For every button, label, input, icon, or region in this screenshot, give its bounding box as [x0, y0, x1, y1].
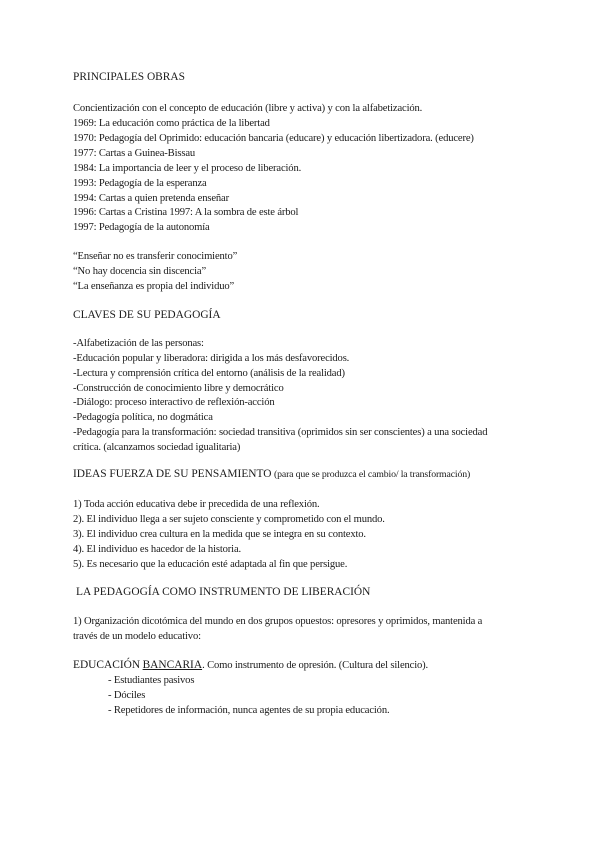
obras-item: 1984: La importancia de leer y el proceso de liberación. — [73, 163, 302, 174]
ideas-item: 2). El individuo llega a ser sujeto consciente y comprometido con el mundo. — [73, 514, 385, 525]
bancaria-row — [73, 659, 428, 672]
obras-item: 1997: Pedagogía de la autonomía — [73, 222, 210, 233]
ideas-heading-note: (para que se produzca el cambio/ la transformación) — [274, 469, 471, 480]
obras-item: 1996: Cartas a Cristina 1997: A la sombra de este árbol — [73, 207, 299, 218]
claves-item: -Lectura y comprensión crítica del entorno (análisis de la realidad) — [73, 368, 345, 379]
bancaria-item: - Estudiantes pasivos — [108, 675, 195, 686]
quote: “La enseñanza es propia del individuo” — [73, 281, 235, 292]
ideas-item: 3). El individuo crea cultura en la medida que se integra en su contexto. — [73, 529, 366, 540]
quote: “Enseñar no es transferir conocimiento” — [73, 251, 238, 262]
liberacion-point-line1: 1) Organización dicotómica del mundo en dos grupos opuestos: opresores y oprimidos, mantenida a — [73, 616, 483, 627]
obras-item: 1970: Pedagogía del Oprimido: educación bancaria (educare) y educación libertizadora. (educere) — [73, 133, 474, 144]
claves-item: -Alfabetización de las personas: — [73, 338, 204, 349]
ideas-heading: IDEAS FUERZA DE SU PENSAMIENTO — [73, 468, 272, 480]
ideas-item: 5). Es necesario que la educación esté adaptada al fin que persigue. — [73, 559, 348, 570]
ideas-item: 4). El individuo es hacedor de la historia. — [73, 544, 242, 555]
ideas-heading-row — [73, 468, 470, 481]
obras-heading: PRINCIPALES OBRAS — [73, 71, 185, 83]
claves-item: -Educación popular y liberadora: dirigida a los más desfavorecidos. — [73, 353, 350, 364]
bancaria-item: - Dóciles — [108, 690, 146, 701]
claves-item: crítica. (alcanzamos sociedad igualitaria) — [73, 442, 241, 453]
quote: “No hay docencia sin discencia” — [73, 266, 207, 277]
obras-intro: Concientización con el concepto de educación (libre y activa) y con la alfabetización. — [73, 103, 423, 114]
bancaria-rest: . Como instrumento de opresión. (Cultura del silencio). — [202, 660, 429, 671]
obras-item: 1993: Pedagogía de la esperanza — [73, 178, 207, 189]
bancaria-item: - Repetidores de información, nunca agentes de su propia educación. — [108, 705, 390, 716]
bancaria-label: EDUCACIÓN — [73, 659, 141, 671]
claves-item: -Pedagogía política, no dogmática — [73, 412, 213, 423]
liberacion-heading: LA PEDAGOGÍA COMO INSTRUMENTO DE LIBERACIÓN — [76, 586, 371, 598]
obras-item: 1969: La educación como práctica de la libertad — [73, 118, 270, 129]
obras-item: 1994: Cartas a quien pretenda enseñar — [73, 193, 229, 204]
claves-item: -Diálogo: proceso interactivo de reflexión-acción — [73, 397, 275, 408]
claves-item: -Pedagogía para la transformación: sociedad transitiva (oprimidos sin ser conscientes) a una sociedad — [73, 427, 488, 438]
ideas-item: 1) Toda acción educativa debe ir precedida de una reflexión. — [73, 499, 320, 510]
bancaria-keyword: BANCARIA — [142, 659, 203, 671]
claves-item: -Construcción de conocimiento libre y democrático — [73, 383, 284, 394]
obras-item: 1977: Cartas a Guinea-Bissau — [73, 148, 196, 159]
liberacion-point-line2: través de un modelo educativo: — [73, 631, 201, 642]
claves-heading: CLAVES DE SU PEDAGOGÍA — [73, 309, 221, 321]
